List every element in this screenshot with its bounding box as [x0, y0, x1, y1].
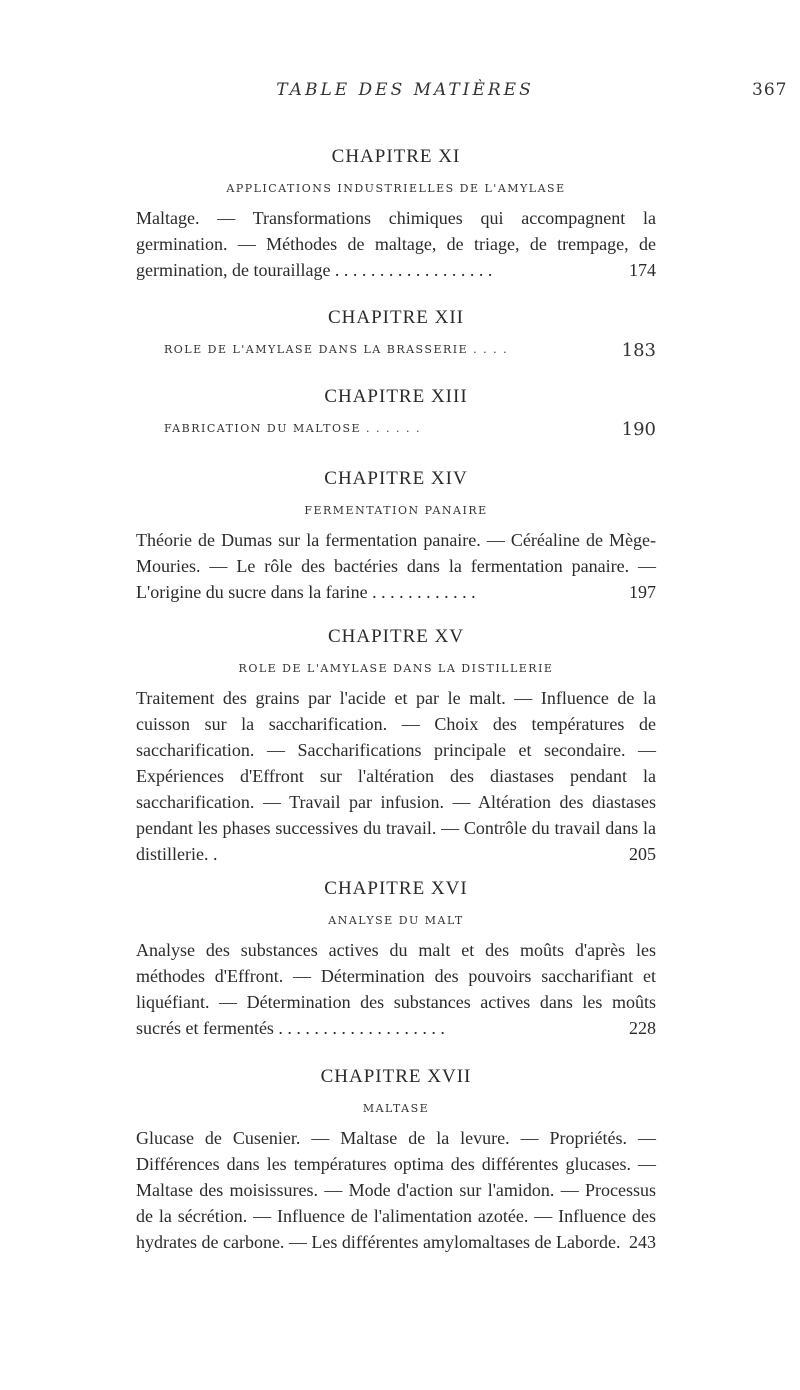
summary-text: Maltage. — Transformations chimiques qui accompagnent la germination. — Méthodes de maltage, de triage, de trempage, de germination, de touraillage . . . . . . . . . . . . . . . . . .: [136, 208, 656, 280]
chapter-xi: [136, 146, 656, 283]
summary-text: Traitement des grains par l'acide et par le malt. — Influence de la cuisson sur la saccharification. — Choix des températures de saccharification. — Saccharifications principale et secondaire. — Expériences d'Effront sur l'altération des diastases pendant la saccharification. — Travail par infusion. — Altération des diastases pendant les phases successives du travail. — Contrôle du travail dans la distillerie. .: [136, 688, 656, 864]
page-number: 367: [752, 80, 788, 100]
chapter-summary: [136, 685, 656, 867]
chapter-xv: [136, 626, 656, 867]
page-reference: 183: [621, 340, 656, 361]
page-reference: 197: [629, 582, 656, 602]
page-reference: 243: [629, 1232, 656, 1252]
chapter-title: CHAPITRE XII: [327, 307, 465, 328]
chapter-subtitle: ROLE DE L'AMYLASE DANS LA BRASSERIE . . . .: [164, 343, 509, 356]
chapter-subtitle-row: [136, 419, 656, 440]
chapter-title: CHAPITRE XVII: [320, 1066, 472, 1087]
chapter-xiii: [136, 386, 656, 440]
chapter-subtitle: ANALYSE DU MALT: [328, 914, 464, 927]
chapter-title: CHAPITRE XIII: [324, 386, 468, 407]
chapter-summary: [136, 937, 656, 1041]
summary-text: Théorie de Dumas sur la fermentation panaire. — Céréaline de Mège-Mouries. — Le rôle des bactéries dans la fermentation panaire. — L'origine du sucre dans la farine . . . . . . . . . . . .: [136, 530, 656, 602]
running-title: TABLE DES MATIÈRES: [276, 80, 534, 100]
chapter-subtitle: ROLE DE L'AMYLASE DANS LA DISTILLERIE: [238, 662, 554, 675]
chapter-title: CHAPITRE XVI: [324, 878, 468, 899]
page-reference: 174: [629, 260, 656, 280]
page-reference: 205: [629, 844, 656, 864]
chapter-xii: [136, 307, 656, 361]
summary-text: Analyse des substances actives du malt et des moûts d'après les méthodes d'Effront. — Détermination des pouvoirs saccharifiant et liquéfiant. — Détermination des substances actives dans les moûts sucrés et fermentés . . . . . . . . . . . . . . . . . . .: [136, 940, 656, 1038]
chapter-summary: [136, 527, 656, 605]
summary-text: Glucase de Cusenier. — Maltase de la levure. — Propriétés. — Différences dans les températures optima des différentes glucases. — Maltase des moisissures. — Mode d'action sur l'amidon. — Processus de la sécrétion. — Influence de l'alimentation azotée. — Influence des hydrates de carbone. — Les différentes amylomaltases de Laborde.: [136, 1128, 656, 1252]
chapter-xvii: [136, 1066, 656, 1255]
chapter-subtitle: FERMENTATION PANAIRE: [304, 504, 488, 517]
chapter-xvi: [136, 878, 656, 1041]
chapter-title: CHAPITRE XIV: [324, 468, 468, 489]
chapter-subtitle: MALTASE: [362, 1102, 430, 1115]
page-reference: 228: [629, 1018, 656, 1038]
chapter-subtitle: APPLICATIONS INDUSTRIELLES DE L'AMYLASE: [226, 182, 566, 195]
chapter-xiv: [136, 468, 656, 605]
page-reference: 190: [621, 419, 656, 440]
chapter-title: CHAPITRE XI: [331, 146, 461, 167]
chapter-title: CHAPITRE XV: [327, 626, 465, 647]
chapter-subtitle: FABRICATION DU MALTOSE . . . . . .: [164, 422, 421, 435]
chapter-summary: [136, 1125, 656, 1255]
chapter-summary: [136, 205, 656, 283]
chapter-subtitle-row: [136, 340, 656, 361]
